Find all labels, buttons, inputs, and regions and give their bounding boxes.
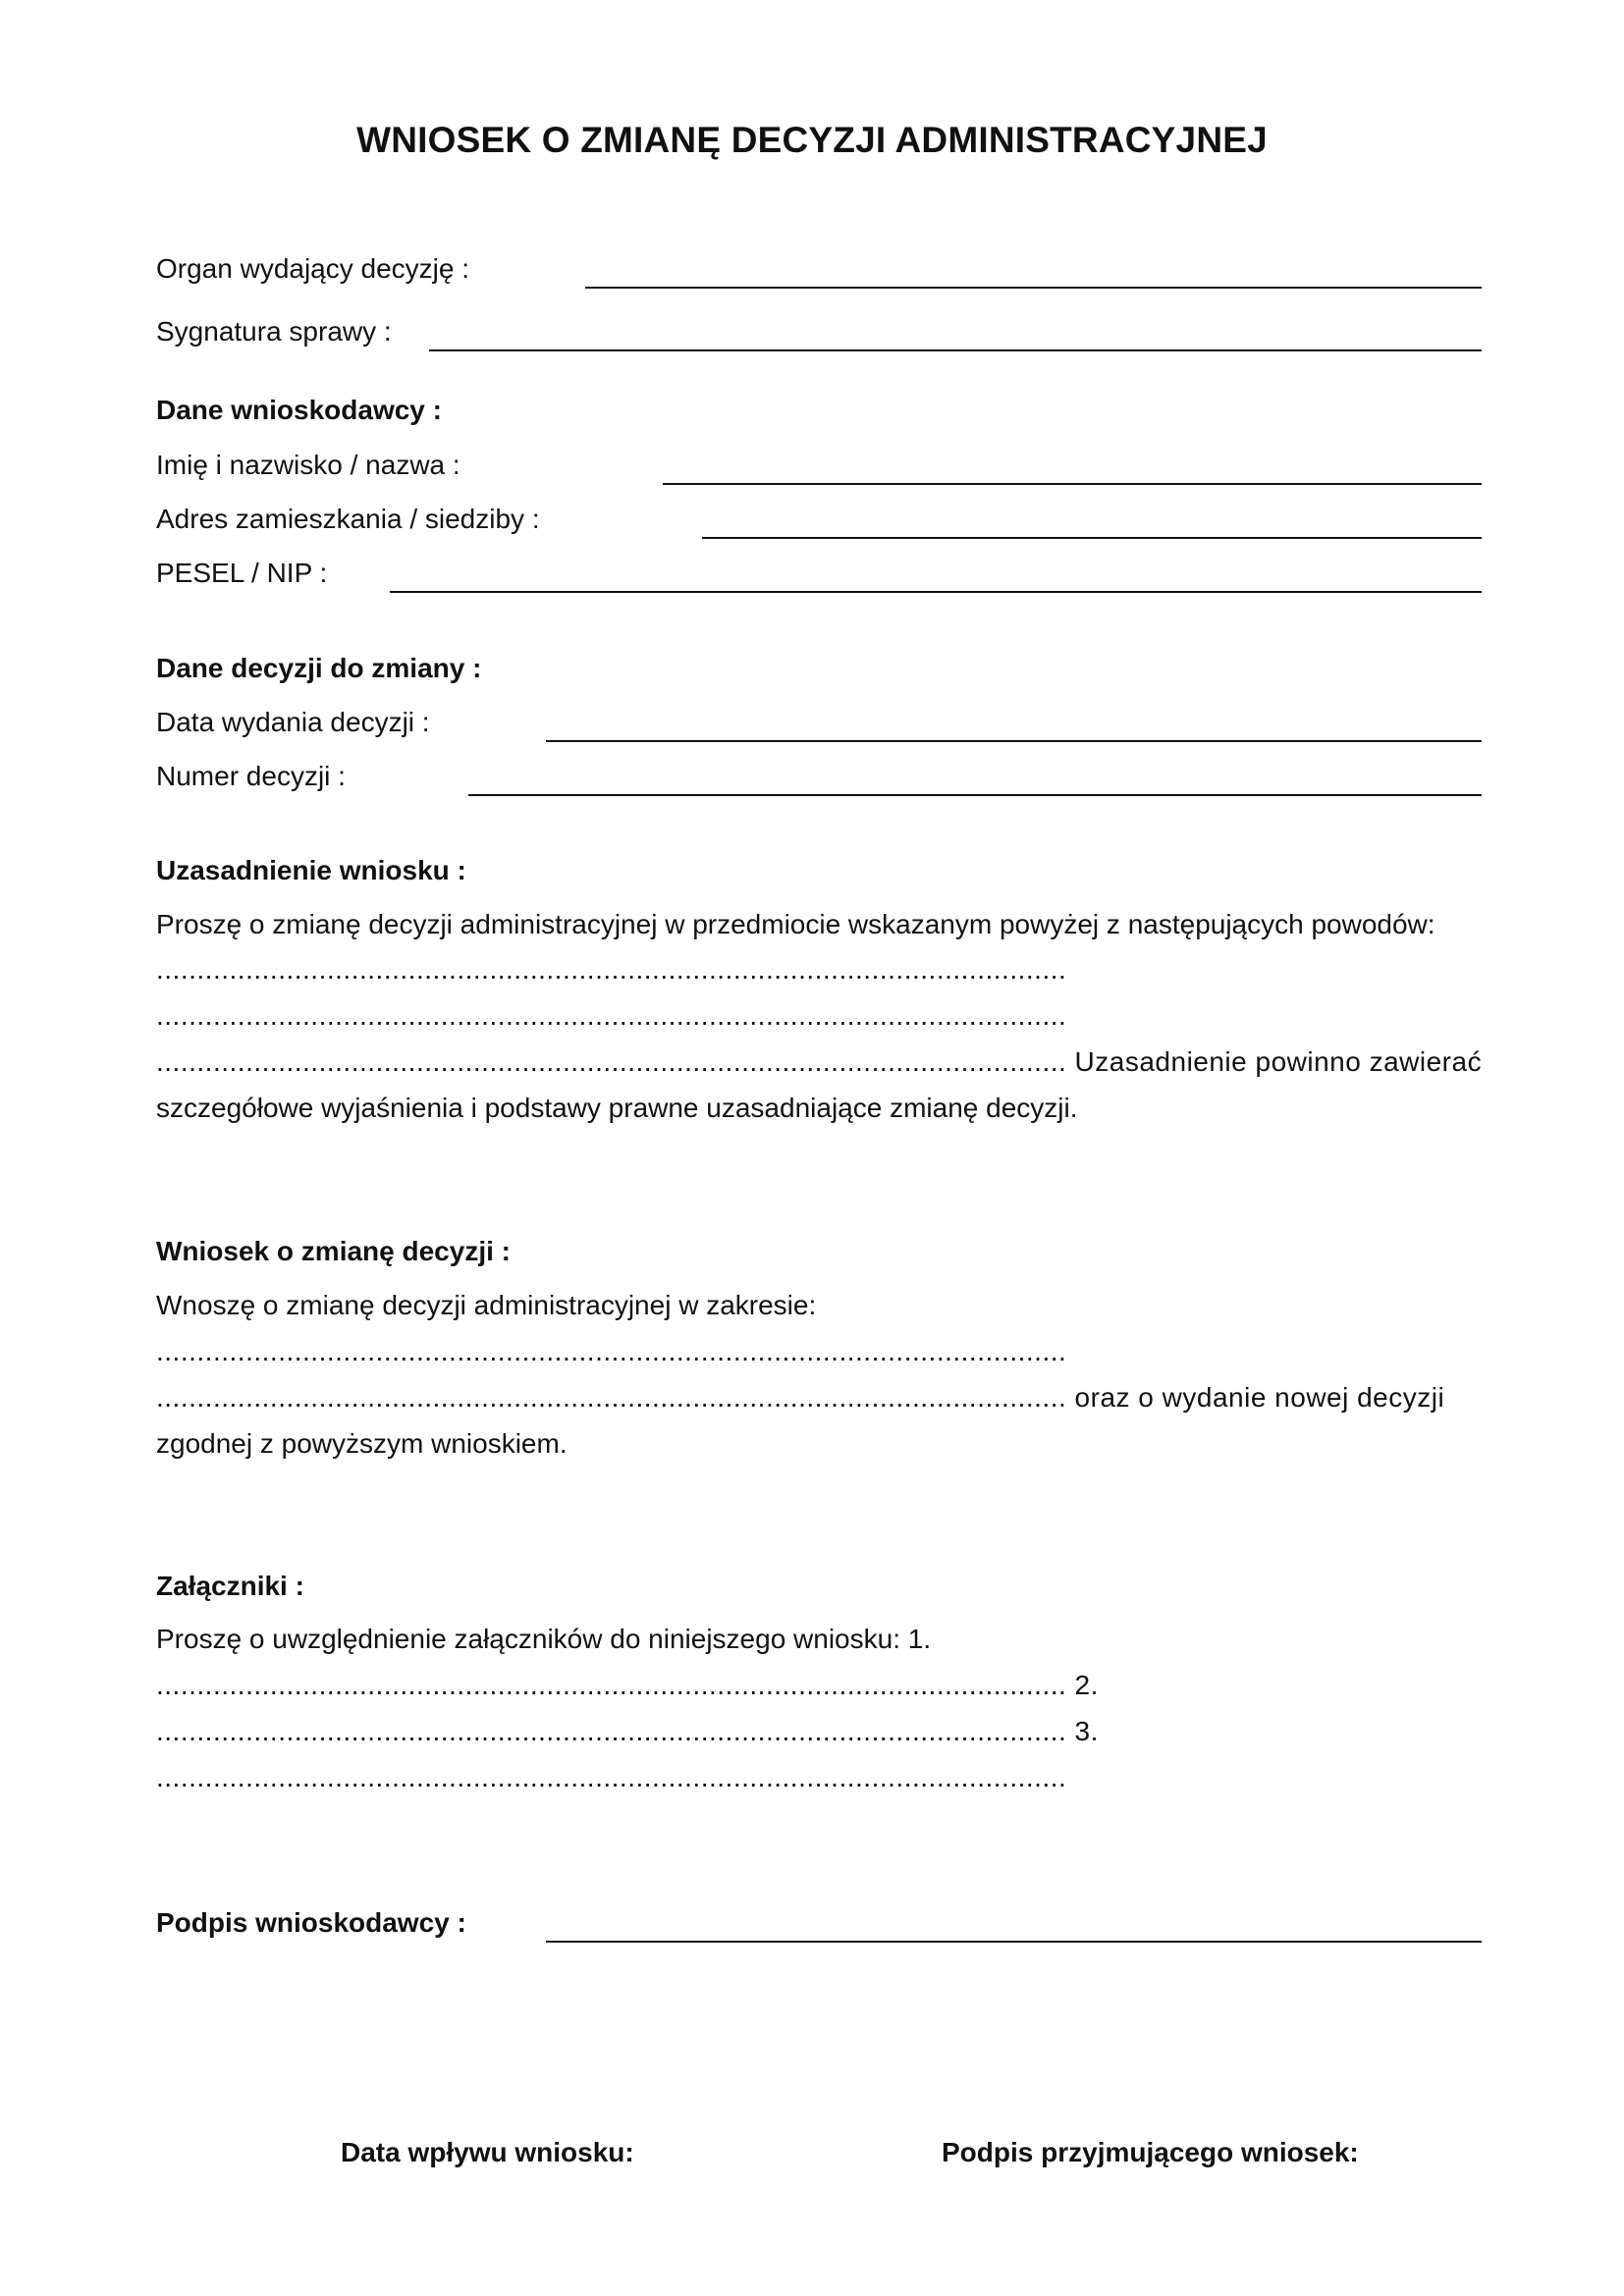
decision-date-input-line[interactable]: [546, 740, 1482, 742]
request-heading: Wniosek o zmianę decyzji :: [156, 1236, 511, 1266]
organ-label: Organ wydający decyzję :: [156, 253, 470, 284]
justification-heading: Uzasadnienie wniosku :: [156, 855, 466, 885]
pesel-label: PESEL / NIP :: [156, 558, 328, 588]
address-input-line[interactable]: [702, 537, 1482, 539]
document-title: WNIOSEK O ZMIANĘ DECYZJI ADMINISTRACYJNEJ: [356, 120, 1268, 160]
sygnatura-input-line[interactable]: [429, 349, 1482, 351]
signature-field: [156, 1903, 1482, 1943]
decision-number-input-line[interactable]: [468, 794, 1482, 796]
name-label: Imię i nazwisko / nazwa :: [156, 450, 460, 480]
justification-text-line: szczegółowe wyjaśnienia i podstawy prawne uzasadniające zmianę decyzji.: [156, 1093, 1078, 1123]
signature-label: Podpis wnioskodawcy :: [156, 1907, 466, 1938]
sygnatura-label: Sygnatura sprawy :: [156, 316, 392, 347]
name-field: [156, 446, 1482, 485]
decision-number-field: [156, 757, 1482, 796]
receiver-signature-label: Podpis przyjmującego wniosek:: [942, 2137, 1359, 2167]
decision-heading: Dane decyzji do zmiany :: [156, 653, 482, 683]
name-input-line[interactable]: [663, 483, 1482, 485]
request-text-line: zgodnej z powyższym wnioskiem.: [156, 1428, 568, 1459]
justification-text-line: Proszę o zmianę decyzji administracyjnej w przedmiocie wskazanym powyżej z następujących powodów:: [156, 909, 1435, 939]
organ-field: [156, 249, 1482, 289]
attachment-dotted-line[interactable]: ................................................................................................................ 2.: [156, 1670, 1099, 1700]
request-dotted-line[interactable]: ................................................................................................................: [156, 1336, 1067, 1366]
attachment-dotted-line[interactable]: ................................................................................................................ 3.: [156, 1716, 1099, 1746]
date-received-label: Data wpływu wniosku:: [341, 2137, 634, 2167]
justification-dotted-line[interactable]: ................................................................................................................: [156, 954, 1067, 985]
decision-number-label: Numer decyzji :: [156, 761, 346, 791]
pesel-field: [156, 554, 1482, 593]
address-field: [156, 500, 1482, 539]
decision-date-field: [156, 703, 1482, 742]
justification-dotted-line[interactable]: ................................................................................................................: [156, 1000, 1067, 1031]
request-dotted-line[interactable]: ................................................................................................................ oraz o wydanie nowej decyzji: [156, 1382, 1445, 1413]
applicant-heading: Dane wnioskodawcy :: [156, 395, 442, 425]
justification-dotted-line[interactable]: ................................................................................................................ Uzasadnienie powinno zawierać: [156, 1046, 1483, 1077]
attachments-heading: Załączniki :: [156, 1571, 304, 1601]
request-text-line: Wnoszę o zmianę decyzji administracyjnej w zakresie:: [156, 1290, 817, 1320]
attachments-text-line: Proszę o uwzględnienie załączników do niniejszego wniosku: 1.: [156, 1624, 932, 1654]
attachment-dotted-line[interactable]: ................................................................................................................: [156, 1762, 1067, 1792]
organ-input-line[interactable]: [585, 287, 1482, 289]
signature-input-line[interactable]: [546, 1941, 1482, 1943]
sygnatura-field: [156, 312, 1482, 351]
pesel-input-line[interactable]: [390, 591, 1482, 593]
decision-date-label: Data wydania decyzji :: [156, 707, 430, 737]
address-label: Adres zamieszkania / siedziby :: [156, 504, 540, 534]
